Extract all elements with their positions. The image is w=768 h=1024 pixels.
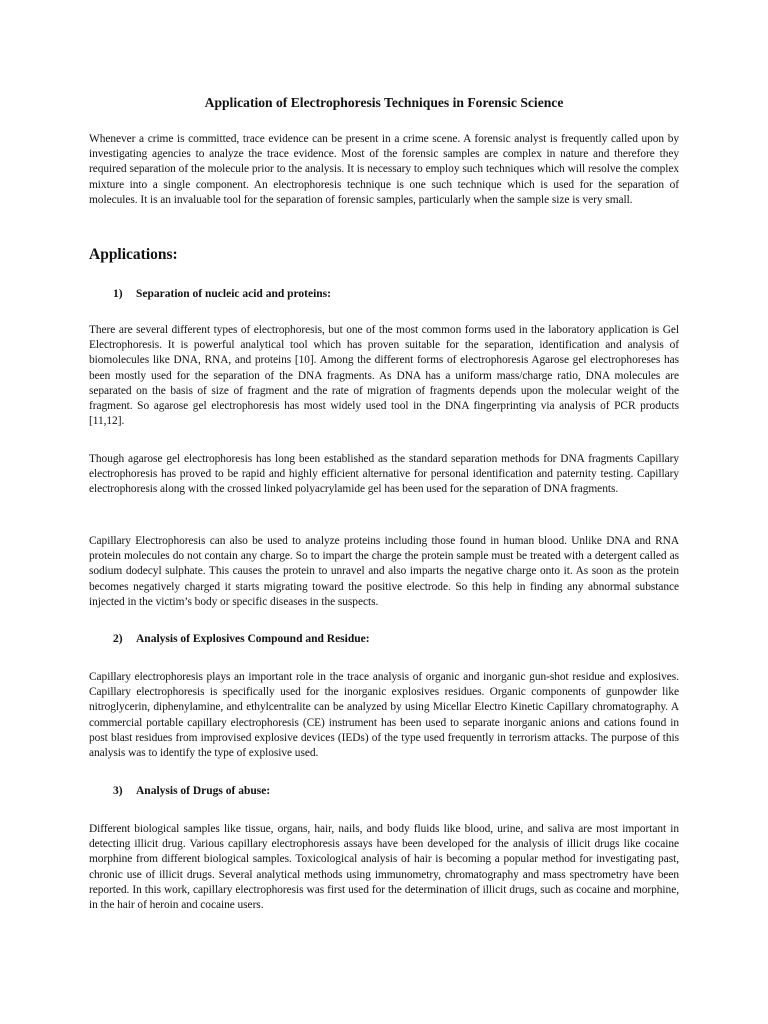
section-number: 2) bbox=[113, 633, 123, 645]
section-paragraph: There are several different types of electrophoresis, but one of the most common forms used in the laboratory application is Gel Electrophoresis. It is powerful analytical tool which has proven suitable for the separation, identification and analysis of biomolecules like DNA, RNA, and proteins [10]. Among the different forms of electrophoresis Agarose gel electrophoreses has been mostly used for the separation of the DNA fragments. As DNA has a uniform mass/charge ratio, DNA molecules are separated on the basis of size of fragment and the rate of migration of fragments depends upon the molecular weight of the fragment. So agarose gel electrophoresis has most widely used tool in the DNA fingerprinting via analysis of PCR products [11,12]. bbox=[89, 324, 679, 428]
section-heading-text: Analysis of Drugs of abuse: bbox=[136, 785, 271, 797]
section-paragraph: Though agarose gel electrophoresis has long been established as the standard separation methods for DNA fragments Capillary electrophoresis has proved to be rapid and highly efficient alternative for personal identification and paternity testing. Capillary electrophoresis along with the crossed linked polyacrylamide gel has been used for the separation of DNA fragments. bbox=[89, 453, 679, 496]
section-number: 1) bbox=[113, 288, 123, 300]
section-heading-nucleic-acid bbox=[113, 287, 331, 301]
section-heading-text: Separation of nucleic acid and proteins: bbox=[136, 288, 331, 300]
section-paragraph: Capillary Electrophoresis can also be used to analyze proteins including those found in human blood. Unlike DNA and RNA protein molecules do not contain any charge. So to impart the charge the protein sample must be treated with a detergent called as sodium dodecyl sulphate. This causes the protein to unravel and also imparts the negative charge onto it. As soon as the protein becomes negatively charged it starts migrating toward the positive electrode. So this help in finding any abnormal substance injected in the victim’s body or specific diseases in the suspects. bbox=[89, 535, 679, 608]
document-title: Application of Electrophoresis Techniques in Forensic Science bbox=[204, 95, 564, 110]
section-paragraph: Capillary electrophoresis plays an important role in the trace analysis of organic and inorganic gun-shot residue and explosives. Capillary electrophoresis is specifically used for the inorganic explosives residues. Organic components of gunpowder like nitroglycerin, diphenylamine, and ethylcentralite can be analyzed by using Micellar Electro Kinetic Capillary chromatography. A commercial portable capillary electrophoresis (CE) instrument has been used to separate inorganic anions and cations found in post blast residues from improvised explosive devices (IEDs) of the type used frequently in terrorism attacks. The purpose of this analysis was to identify the type of explosive used. bbox=[89, 671, 679, 760]
section-heading-explosives bbox=[113, 632, 370, 646]
section-heading-text: Analysis of Explosives Compound and Residue: bbox=[136, 633, 370, 645]
applications-heading: Applications: bbox=[89, 246, 178, 263]
section-number: 3) bbox=[113, 785, 123, 797]
section-heading-drugs bbox=[113, 784, 270, 798]
intro-paragraph: Whenever a crime is committed, trace evidence can be present in a crime scene. A forensic analyst is frequently called upon by investigating agencies to analyze the trace evidence. Most of the forensic samples are complex in nature and therefore they required separation of the molecule prior to the analysis. It is necessary to employ such techniques which will resolve the complex mixture into a single component. An electrophoresis technique is one such technique which is used for the separation of molecules. It is an invaluable tool for the separation of forensic samples, particularly when the sample size is very small. bbox=[89, 133, 679, 206]
section-paragraph: Different biological samples like tissue, organs, hair, nails, and body fluids like blood, urine, and saliva are most important in detecting illicit drug. Various capillary electrophoresis assays have been developed for the analysis of illicit drugs like cocaine morphine from different biological samples. Toxicological analysis of hair is becoming a popular method for investigating past, chronic use of illicit drugs. Several analytical methods using immunometry, chromatography and mass spectrometry have been reported. In this work, capillary electrophoresis was first used for the determination of illicit drugs, such as cocaine and morphine, in the hair of heroin and cocaine users. bbox=[89, 823, 679, 912]
